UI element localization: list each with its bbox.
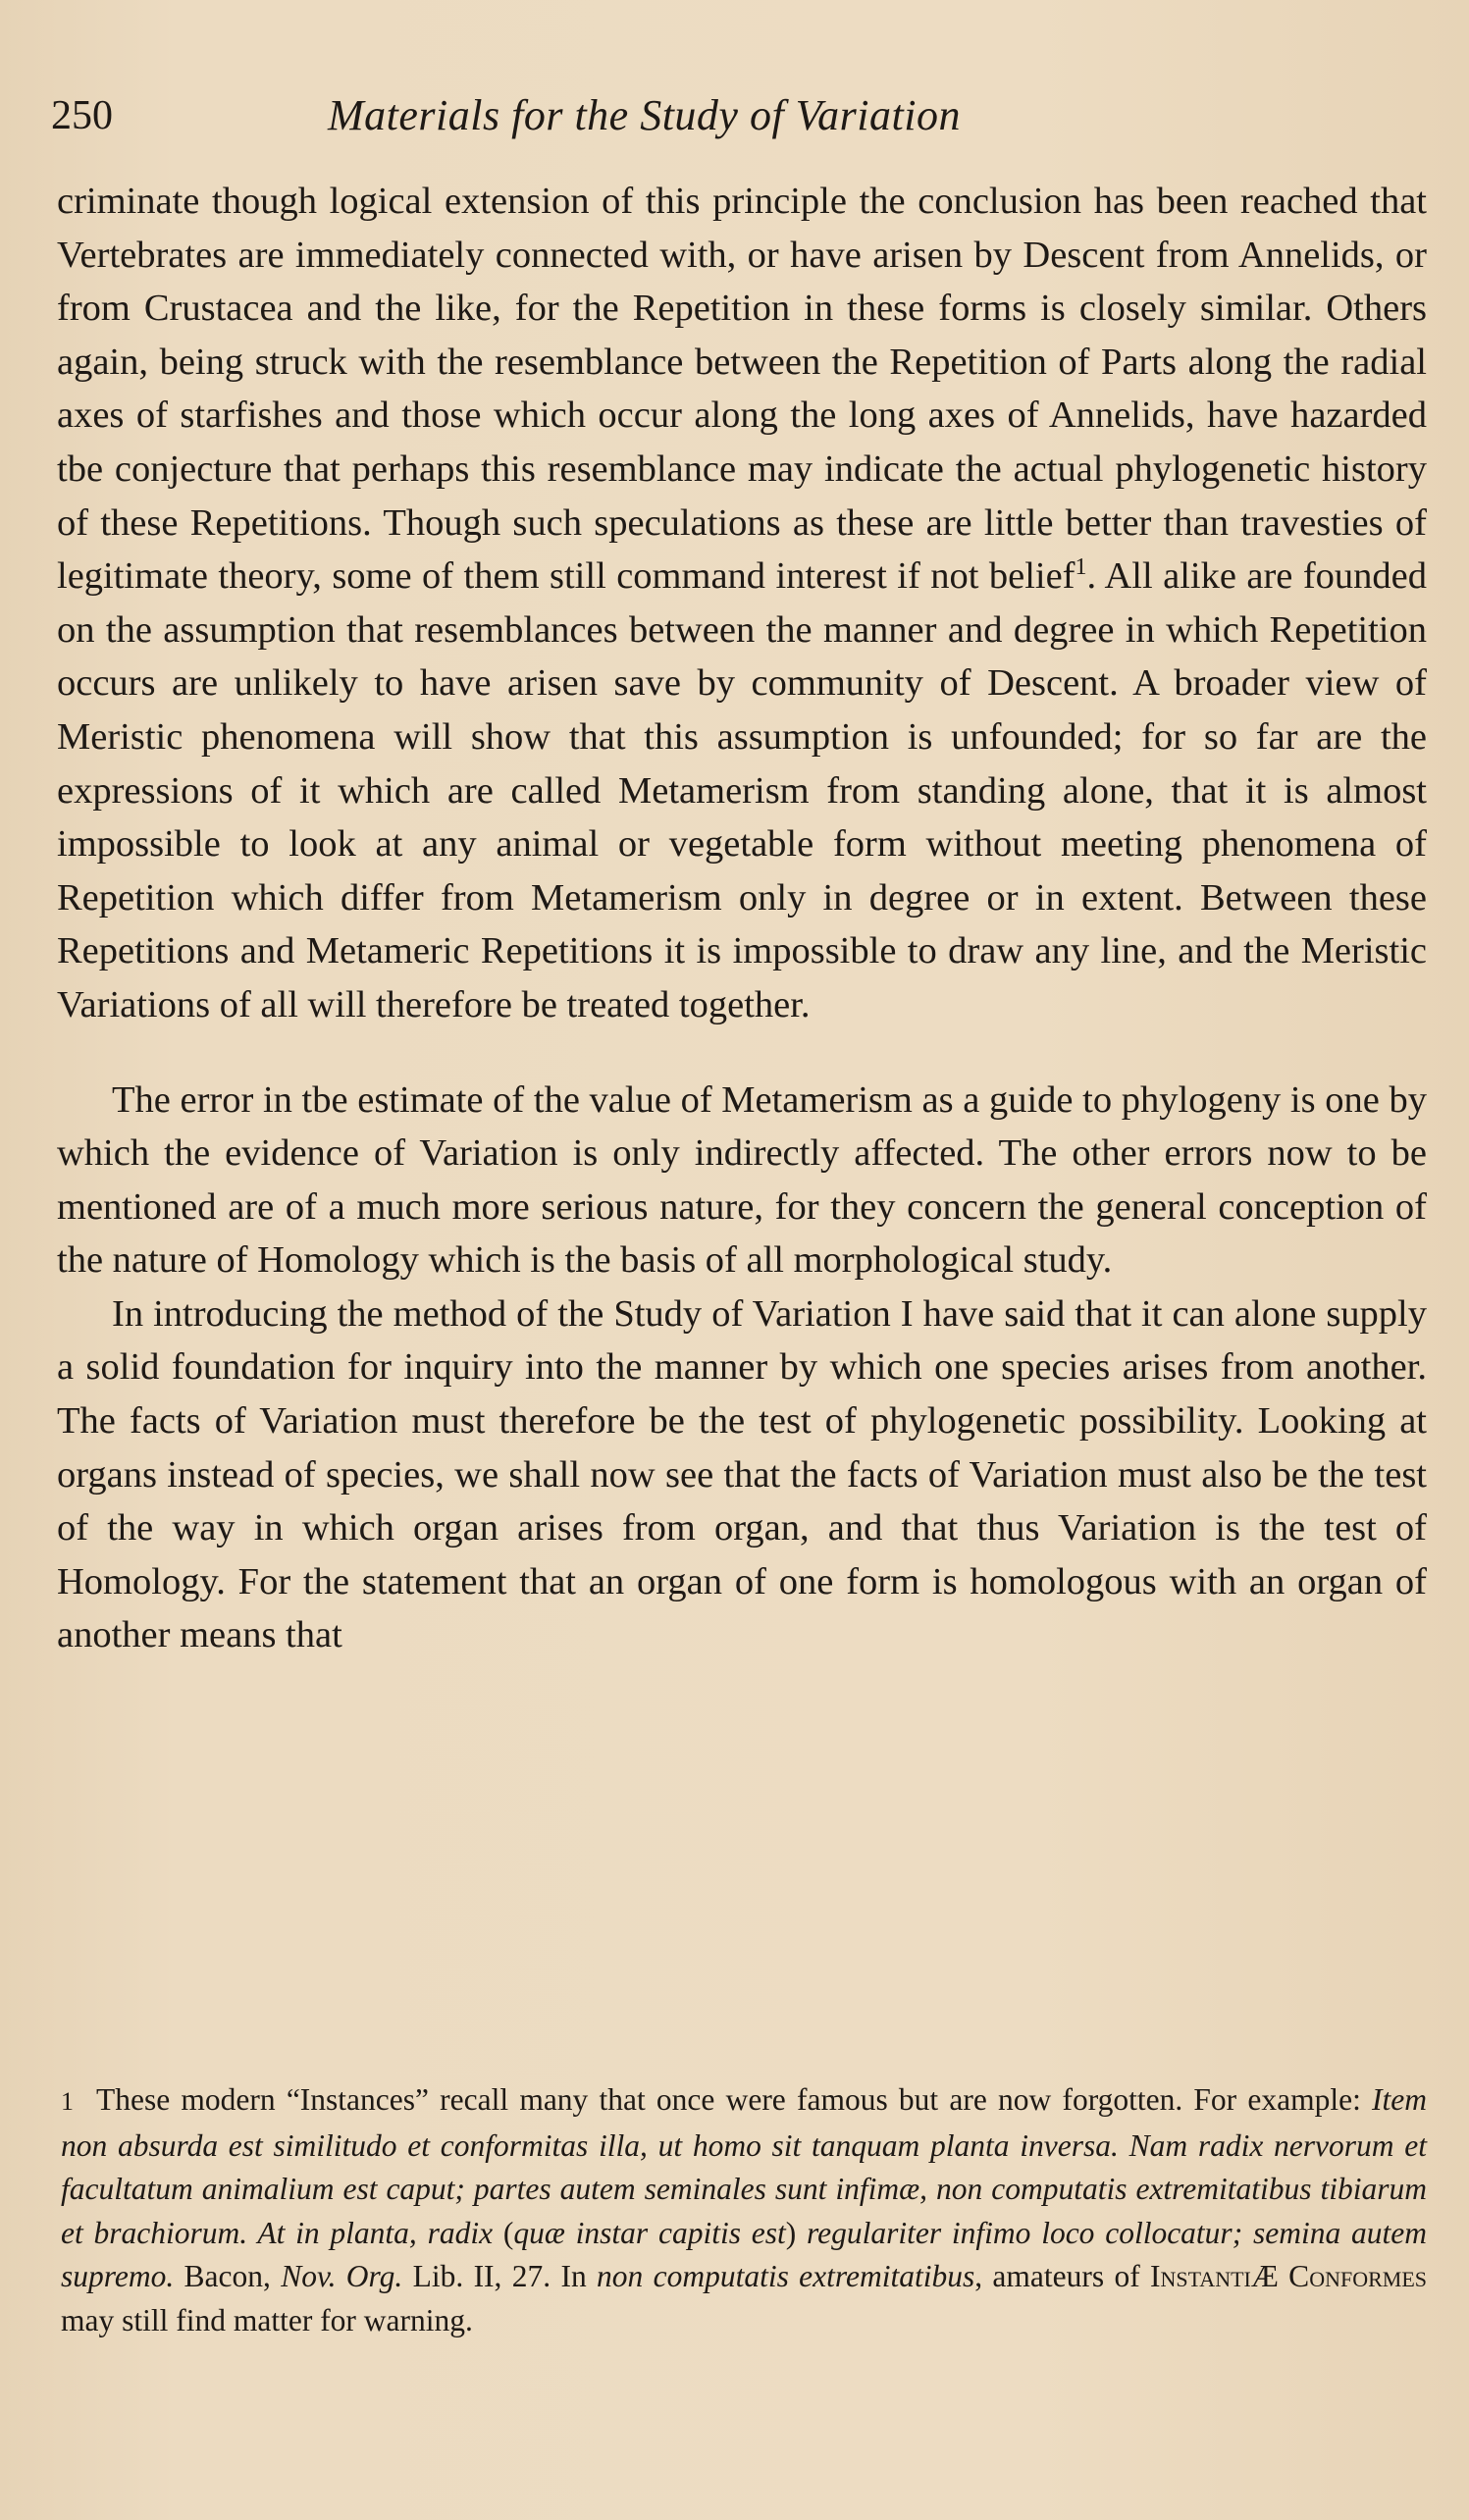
footnote-latin-quote: Item non absurda est similitudo et conformitas illa, ut homo sit tanquam planta inversa. Nam radix nervorum et facultatum animalium est caput; partes autem seminales sunt infimæ, non computatis extremitatibus tibiarum et brachiorum. At in planta, radix (61, 2082, 1427, 2250)
footnote-mark: 1 (61, 2087, 74, 2116)
paragraph-2: The error in tbe estimate of the value of Metamerism as a guide to phylogeny is one by which the evidence of Variation is only indirectly affected. The other errors now to be mentioned are of a much more serious nature, for they concern the general conception of the nature of Homology which is the basis of all morphological study. (57, 1078, 1427, 1282)
footnote-segment: Bacon, (174, 2259, 282, 2293)
footnote-segment: ( (493, 2215, 514, 2250)
footnote-segment: These modern “Instances” recall many that once were famous but are now forgotten. For example: (96, 2082, 1373, 2117)
footnote-latin-quote-end: regulariter infimo loco collocatur; semina autem supremo. (61, 2215, 1427, 2293)
footnote-small-caps-term: InstantiÆ Conformes (1150, 2259, 1427, 2293)
footnote-latin-parenthetical: quæ instar capitis est (513, 2215, 786, 2250)
footnote-text (61, 2078, 1427, 2342)
footnote-segment: , 27. In (494, 2259, 598, 2293)
page-number: 250 (51, 93, 113, 138)
footnote (61, 2078, 1427, 2342)
paragraph-1 (57, 175, 1427, 1032)
paragraph-1-text: criminate though logical extension of this principle the conclusion has been reached that Vertebrates are immediately connected with, or have arisen by Descent from Annelids, or from Crustacea and the like, for the Repetition in these forms is closely similar. Others again, being struck with the resemblance between the Repetition of Parts along the radial axes of starfishes and those which occur along the long axes of Annelids, have hazarded tbe conjecture that perhaps this resemblance may indicate the actual phylogenetic history of these Repetitions. Though such speculations as these are little better than travesties of legitimate theory, some of them still command interest if not belief (57, 181, 1427, 598)
footnote-book-number: II (473, 2259, 495, 2293)
footnote-segment: ) (785, 2215, 808, 2250)
footnote-reference: 1 (1075, 554, 1087, 581)
footnote-segment: , amateurs of (974, 2259, 1151, 2293)
running-title: Materials for the Study of Variation (328, 91, 961, 139)
paragraph-3: In introducing the method of the Study of Variation I have said that it can alone supply a solid foundation for inquiry into the manner by which one species arises from another. The facts of Variation must therefore be the test of phylogenetic possibility. Looking at organs instead of species, we shall now see that the facts of Variation must also be the test of the way in which organ arises from organ, and that thus Variation is the test of Homology. For the statement that an organ of one form is homologous with an organ of another means that (57, 1292, 1427, 1656)
footnote-segment: Lib. (402, 2259, 474, 2293)
paragraph-1-continued: . All alike are founded on the assumption that resemblances between the manner and degree in which Repetition occurs are unlikely to have arisen save by community of Descent. A broader view of Meristic phenomena will show that this assumption is unfounded; for so far are the expressions of it which are called Metamerism from standing alone, that it is almost impossible to look at any animal or vegetable form without meeting phenomena of Repetition which differ from Metamerism only in degree or in extent. Between these Repetitions and Metameric Repetitions it is impossible to draw any line, and the Meristic Variations of all will therefore be treated together. (57, 555, 1427, 1025)
footnote-segment: may still find matter for warning. (61, 2302, 473, 2337)
main-text (57, 175, 1427, 1662)
footnote-work-title: Nov. Org. (281, 2259, 403, 2293)
paragraph-spacer (57, 1032, 1427, 1074)
footnote-latin-phrase: non computatis extremitatibus (597, 2259, 975, 2293)
page-header (51, 86, 1425, 145)
